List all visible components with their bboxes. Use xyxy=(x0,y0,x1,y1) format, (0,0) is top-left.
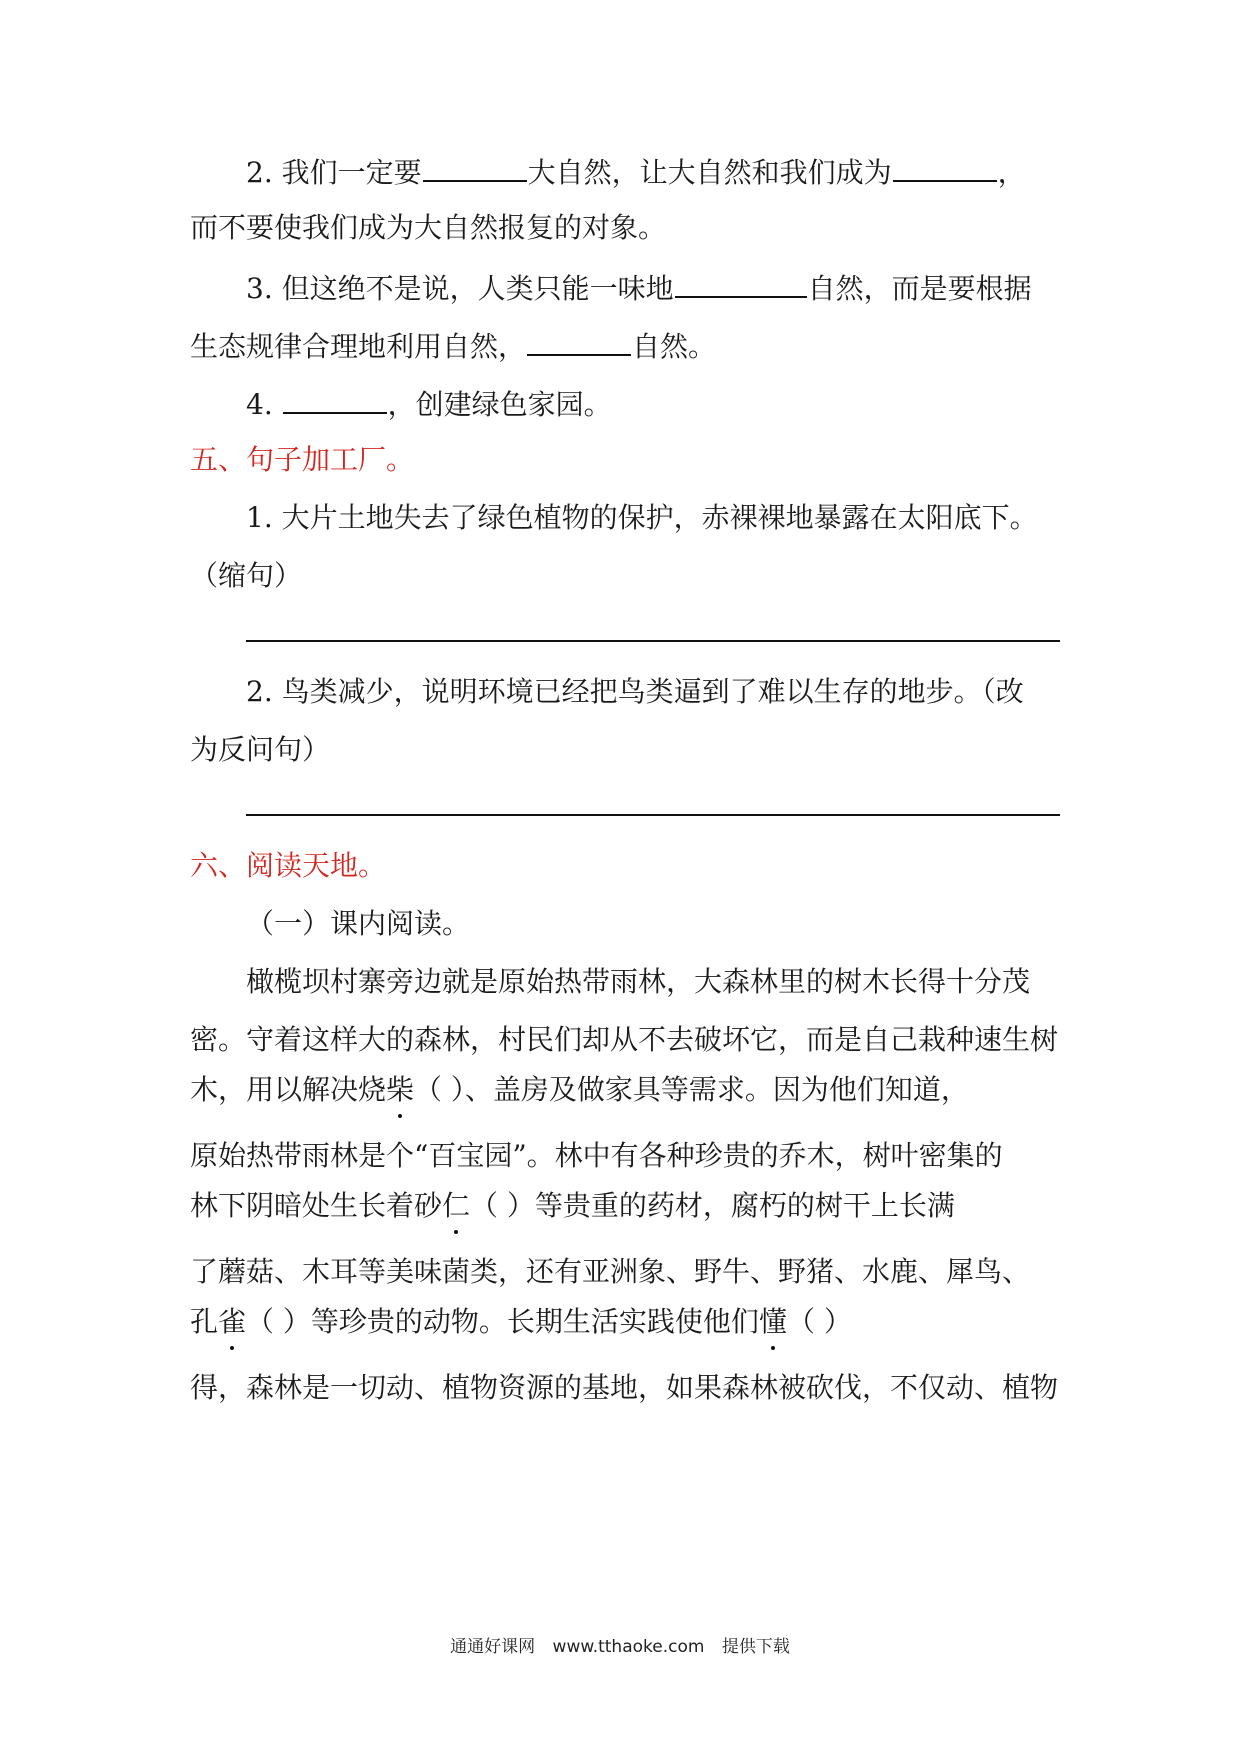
passage-line-7 xyxy=(190,1302,1060,1342)
answer-line[interactable] xyxy=(246,814,1060,816)
passage-line-1: 橄榄坝村寨旁边就是原始热带雨林，大森林里的树木长得十分茂 xyxy=(246,965,1031,998)
passage-text-with-blank: （ ）等贵重的药材，腐朽的树干上长满 xyxy=(470,1189,955,1222)
passage-text-with-blank: （ ）等珍贵的动物。长期生活实践使他们 xyxy=(246,1305,759,1338)
passage-line-2: 密。守着这样大的森林，村民们却从不去破坏它，而是自己栽种速生树 xyxy=(190,1023,1059,1056)
footer-action: 提供下载 xyxy=(721,1637,790,1657)
section-5-item-2-line1: 2. 鸟类减少，说明环境已经把鸟类逼到了难以生存的地步。（改 xyxy=(246,675,1024,708)
question-4-prefix: 4. xyxy=(246,388,282,421)
section-5-item-2-line2: 为反问句） xyxy=(190,733,331,766)
question-2-line2: 而不要使我们成为大自然报复的对象。 xyxy=(190,211,667,244)
answer-blank-parentheses: （ ） xyxy=(786,1305,852,1338)
passage-line-3 xyxy=(190,1070,1060,1110)
fill-blank[interactable] xyxy=(423,150,527,182)
passage-text-with-blank: （ ）、盖房及做家具等需求。因为他们知道， xyxy=(414,1073,969,1106)
question-2-line1 xyxy=(246,150,1060,193)
section-6-subtitle: （一）课内阅读。 xyxy=(246,907,471,940)
passage-text: 孔 xyxy=(190,1305,219,1338)
passage-line-5 xyxy=(190,1186,1060,1226)
footer-url[interactable]: www.tthaoke.com xyxy=(552,1637,705,1657)
page-footer xyxy=(0,1632,1240,1657)
question-2-mid: 大自然，让大自然和我们成为 xyxy=(527,156,892,189)
question-3-line2-prefix: 生态规律合理地利用自然， xyxy=(190,330,527,363)
section-6-title: 六、阅读天地。 xyxy=(190,849,387,882)
question-3-mid: 自然，而是要根据 xyxy=(807,272,1032,305)
passage-line-8: 得，森林是一切动、植物资源的基地，如果森林被砍伐，不仅动、植物 xyxy=(190,1371,1059,1404)
section-5-item-1-line2: （缩句） xyxy=(190,559,303,592)
dotted-character: 仁 xyxy=(442,1186,470,1226)
footer-site-name: 通通好课网 xyxy=(450,1637,536,1657)
passage-text: 林下阴暗处生长着砂 xyxy=(190,1189,443,1222)
question-3-line2 xyxy=(190,324,1060,367)
dotted-character: 懂 xyxy=(759,1302,787,1342)
passage-line-4: 原始热带雨林是个“百宝园”。林中有各种珍贵的乔木，树叶密集的 xyxy=(190,1139,1003,1172)
question-3-prefix: 3. 但这绝不是说，人类只能一味地 xyxy=(246,272,674,305)
fill-blank[interactable] xyxy=(527,324,631,356)
passage-text: 木，用以解决烧 xyxy=(190,1073,387,1106)
fill-blank[interactable] xyxy=(675,266,807,298)
passage-line-6: 了蘑菇、木耳等美味菌类，还有亚洲象、野牛、野猪、水鹿、犀鸟、 xyxy=(190,1255,1031,1288)
answer-line[interactable] xyxy=(246,640,1060,642)
question-4-end: ，创建绿色家园。 xyxy=(387,388,612,421)
question-3-line2-end: 自然。 xyxy=(632,330,717,363)
fill-blank[interactable] xyxy=(893,150,997,182)
question-3-line1 xyxy=(246,266,1060,309)
fill-blank[interactable] xyxy=(283,382,387,414)
dotted-character: 柴 xyxy=(386,1070,414,1110)
dotted-character: 雀 xyxy=(218,1302,246,1342)
question-2-end: ， xyxy=(997,156,1026,189)
section-5-title: 五、句子加工厂。 xyxy=(190,443,415,476)
question-4-line xyxy=(246,382,1060,425)
question-2-prefix: 2. 我们一定要 xyxy=(246,156,422,189)
section-5-item-1-line1: 1. 大片土地失去了绿色植物的保护，赤裸裸地暴露在太阳底下。 xyxy=(246,501,1038,534)
